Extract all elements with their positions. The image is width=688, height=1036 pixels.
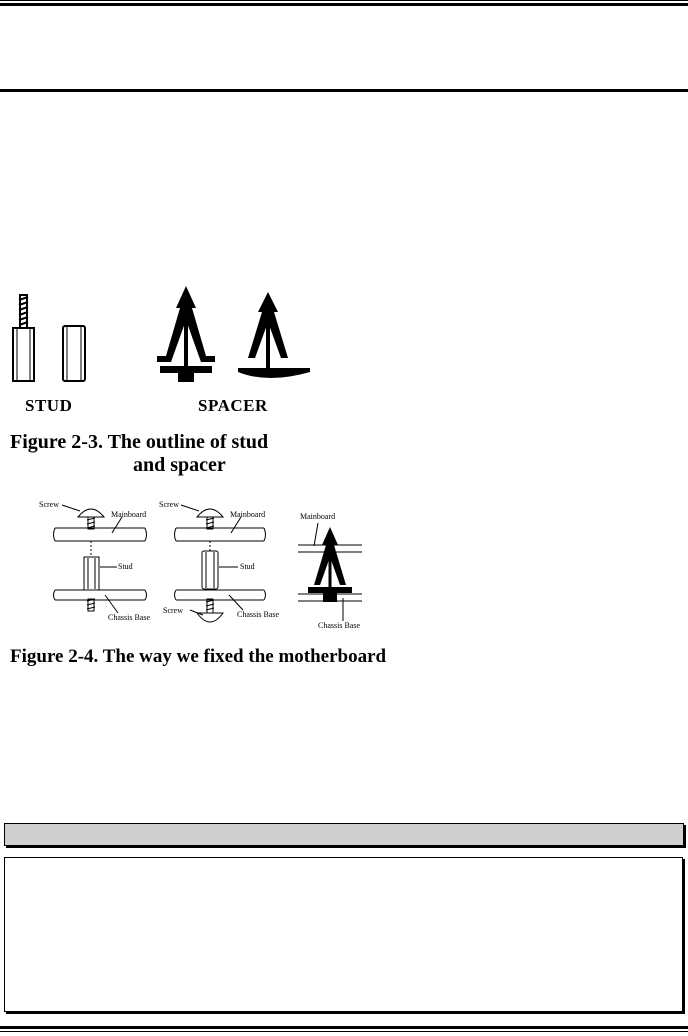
female-stud-drawing [63,326,85,381]
figure-2-3-caption-line2: and spacer [133,454,226,476]
figure-2-3-caption-line1: Figure 2-3. The outline of stud [10,431,269,453]
middle-screw-top-label: Screw [159,500,179,509]
note-box [4,857,683,1012]
stud-label: STUD [25,396,73,415]
stud-spacer-illustration [0,280,340,390]
spacer-mount-right [298,527,362,602]
right-chassis-label: Chassis Base [318,621,360,630]
left-chassis-label: Chassis Base [108,613,150,622]
left-mainboard-label: Mainboard [111,510,147,519]
right-mainboard-label: Mainboard [300,512,336,521]
footer-rule-thin [0,1031,688,1032]
spacer-drawing-1 [157,286,215,382]
stud-mount-left [54,509,147,611]
middle-mainboard-label: Mainboard [230,510,266,519]
header-rule-top-thick [0,3,688,6]
section-heading-bar [4,823,684,846]
header-rule-bottom [0,89,688,92]
threaded-stud-drawing [13,295,34,381]
middle-stud-label: Stud [240,562,255,571]
middle-screw-bottom-label: Screw [163,606,183,615]
figure-2-4-caption: Figure 2-4. The way we fixed the motherboard [10,646,387,667]
footer-rule-thick [0,1026,688,1029]
mounting-diagram [0,495,400,635]
middle-chassis-label: Chassis Base [237,610,279,619]
left-stud-label: Stud [118,562,133,571]
spacer-drawing-2 [238,292,310,378]
spacer-label: SPACER [198,396,268,415]
left-screw-label: Screw [39,500,59,509]
header-rule-top-thin [0,0,688,1]
